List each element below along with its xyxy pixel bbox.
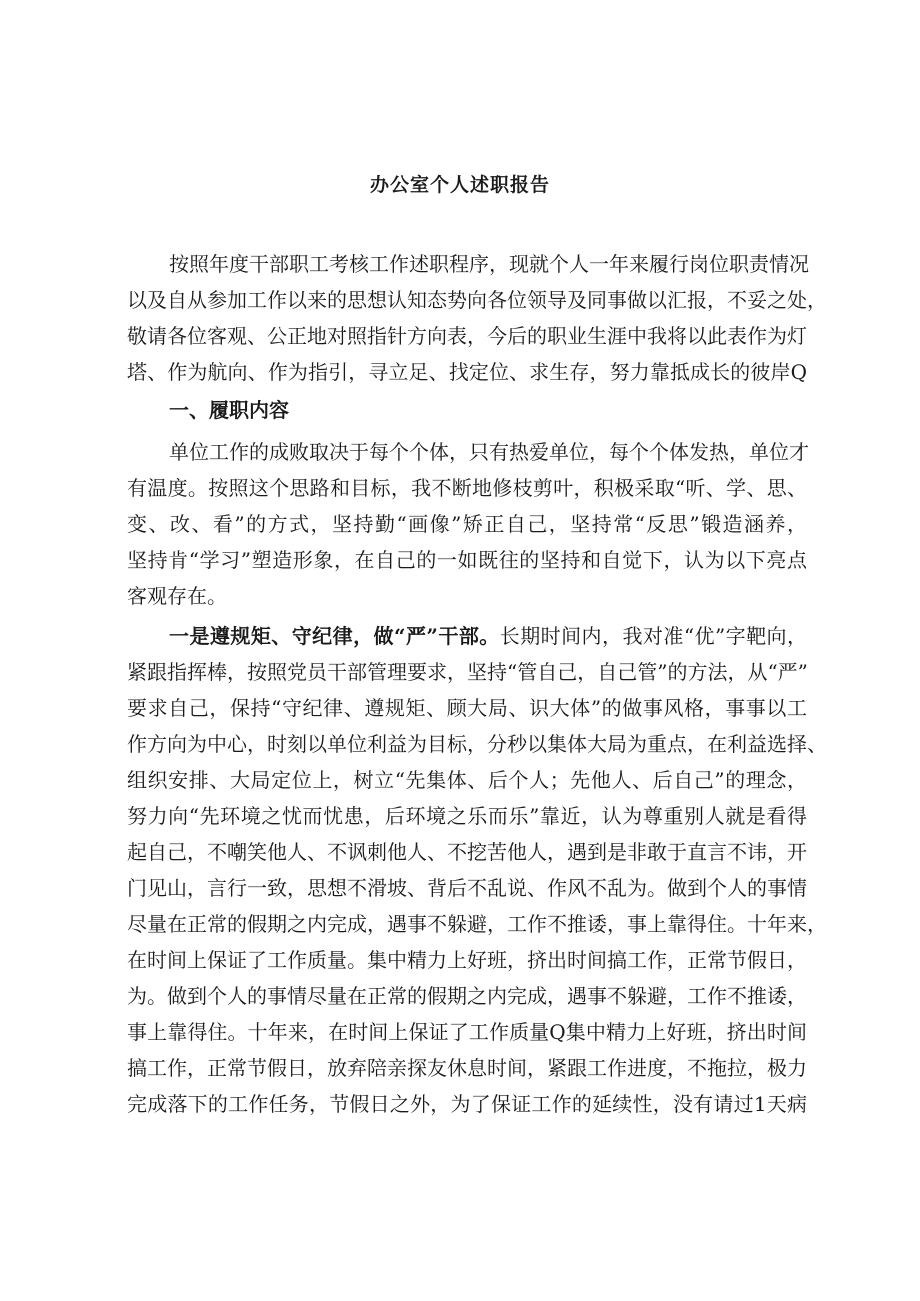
paragraph-line: 门见山，言行一致，思想不滑坡、背后不乱说、作风不乱为。做到个人的事情 [127, 876, 807, 900]
point-first-line [169, 618, 807, 654]
paragraph-line: 塔、作为航向、作为指引，寻立足、找定位、求生存，努力靠抵成长的彼岸Q [127, 360, 807, 384]
paragraph-line: 有温度。按照这个思路和目标，我不断地修枝剪叶，积极采取“听、学、思、 [127, 476, 807, 500]
paragraph-line: 要求自己，保持“守纪律、遵规矩、顾大局、识大体”的做事风格，事事以工 [127, 696, 807, 720]
paragraph-line: 努力向“先环境之忧而忧患，后环境之乐而乐”靠近，认为尊重别人就是看得 [127, 804, 807, 828]
paragraph-line: 为。做到个人的事情尽量在正常的假期之内完成，遇事不躲避，工作不推诿， [127, 984, 807, 1008]
paragraph-line: 起自己，不嘲笑他人、不讽刺他人、不挖苦他人，遇到是非敢于直言不讳，开 [127, 840, 807, 864]
paragraph-line: 尽量在正常的假期之内完成，遇事不躲避，工作不推诿，事上靠得住。十年来， [127, 912, 827, 936]
paragraph-line: 以及自从参加工作以来的思想认知态势向各位领导及同事做以汇报，不妥之处， [127, 288, 827, 312]
paragraph-line: 组织安排、大局定位上，树立“先集体、后个人；先他人、后自己”的理念， [127, 768, 807, 792]
paragraph-line: 完成落下的工作任务，节假日之外，为了保证工作的延续性，没有请过1天病 [127, 1092, 807, 1116]
paragraph-line: 搞工作，正常节假日，放弃陪亲探友休息时间，紧跟工作进度，不拖拉，极力 [127, 1056, 807, 1080]
paragraph-line: 按照年度干部职工考核工作述职程序，现就个人一年来履行岗位职责情况 [169, 252, 809, 276]
document-title: 办公室个人述职报告 [369, 174, 550, 196]
point-first-rest: 长期时间内，我对准“优”字靶向， [499, 624, 807, 648]
paragraph-line: 事上靠得住。十年来，在时间上保证了工作质量Q集中精力上好班，挤出时间 [127, 1020, 807, 1044]
paragraph-line: 作方向为中心，时刻以单位利益为目标，分秒以集体大局为重点，在利益选择、 [127, 732, 827, 756]
paragraph-line: 紧跟指挥棒，按照党员干部管理要求，坚持“管自己，自己管”的方法，从“严” [127, 660, 808, 684]
paragraph-line: 变、改、看”的方式，坚持勤“画像”矫正自己，坚持常“反思”锻造涵养， [127, 512, 807, 536]
paragraph-line: 客观存在。 [127, 584, 227, 608]
point-lead: 一是遵规矩、守纪律，做“严”干部。 [169, 624, 500, 648]
paragraph-line: 单位工作的成败取决于每个个体，只有热爱单位，每个个体发热，单位才 [169, 440, 809, 464]
paragraph-line: 坚持肯“学习”塑造形象，在自己的一如既往的坚持和自觉下，认为以下亮点 [127, 548, 807, 572]
paragraph-line: 敬请各位客观、公正地对照指针方向表，今后的职业生涯中我将以此表作为灯 [127, 324, 807, 348]
section-heading: 一、履职内容 [169, 398, 289, 422]
paragraph-line: 在时间上保证了工作质量。集中精力上好班，挤出时间搞工作，正常节假日， [127, 948, 807, 972]
